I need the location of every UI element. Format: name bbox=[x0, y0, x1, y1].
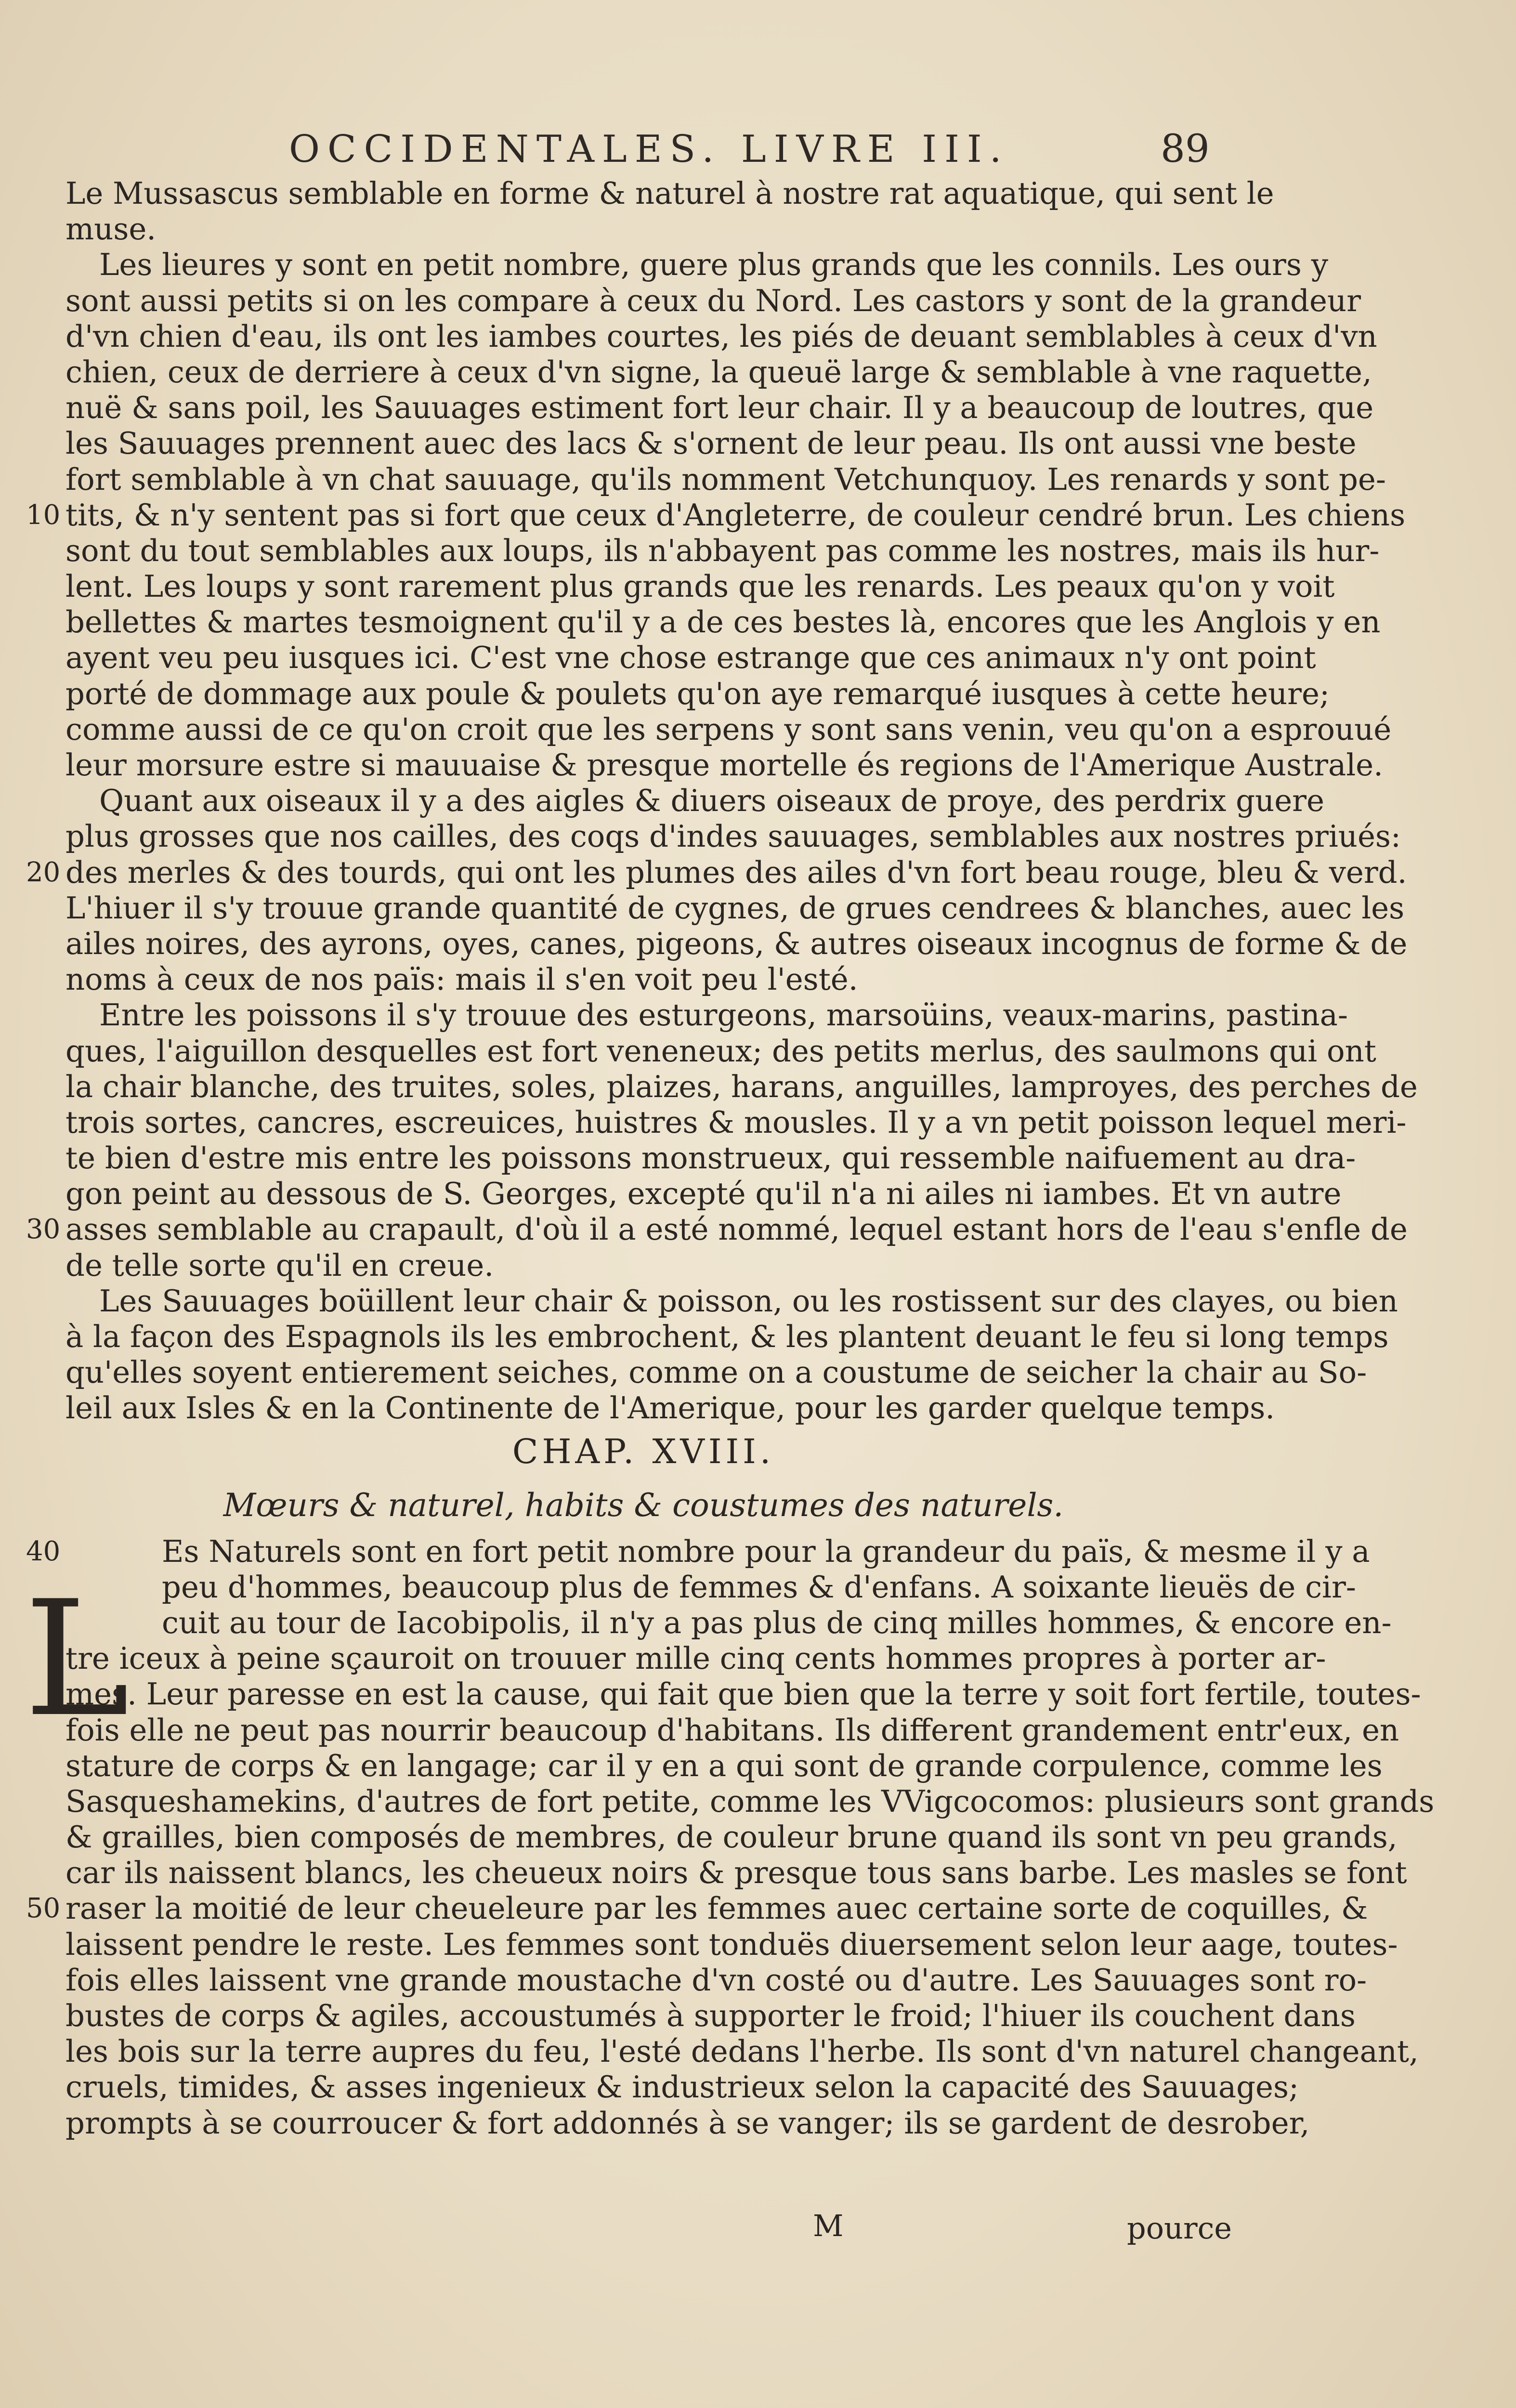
line-text: nuë & sans poil, les Sauuages estiment fort leur chair. Il y a beaucoup de loutres, que bbox=[65, 390, 1374, 426]
line-text: porté de dommage aux poule & poulets qu'on aye remarqué iusques à cette heure; bbox=[65, 676, 1330, 711]
running-head: OCCIDENTALES. LIVRE III. bbox=[289, 128, 1009, 171]
line-text: la chair blanche, des truites, soles, plaizes, harans, anguilles, lamproyes, des perches de bbox=[65, 1069, 1418, 1104]
line-text: sont du tout semblables aux loups, ils n'abbayent pas comme les nostres, mais ils hur- bbox=[65, 533, 1380, 568]
main-text bbox=[26, 176, 1435, 2141]
lines_before-line bbox=[26, 497, 1406, 533]
lines_before-line bbox=[65, 1248, 1221, 1283]
lines_before-line bbox=[65, 1283, 1398, 1319]
catchword: pource bbox=[1127, 2211, 1232, 2246]
line-text: Es Naturels sont en fort petit nombre pour la grandeur du païs, & mesme il y a bbox=[162, 1533, 1370, 1569]
lines_before-line bbox=[65, 1104, 1407, 1140]
lines_before-line bbox=[65, 997, 1348, 1033]
lines_after-line bbox=[65, 1748, 1383, 1784]
lines_before-line bbox=[65, 247, 1328, 283]
lines_before-line bbox=[65, 962, 1221, 997]
margin-line-number: 30 bbox=[26, 1214, 61, 1245]
line-text: bellettes & martes tesmoignent qu'il y a de ces bestes là, encores que les Anglois y en bbox=[65, 604, 1381, 640]
lines_after-line bbox=[65, 1855, 1407, 1891]
lines_after-line bbox=[65, 1569, 1356, 1605]
lines_after-line bbox=[26, 1533, 1370, 1570]
lines_before-line bbox=[65, 711, 1392, 747]
line-text: cuit au tour de Iacobipolis, il n'y a pas plus de cinq milles hommes, & encore en- bbox=[162, 1605, 1392, 1640]
line-text: fois elles laissent vne grande moustache d'vn costé ou d'autre. Les Sauuages sont ro- bbox=[65, 1962, 1367, 1998]
line-text: plus grosses que nos cailles, des coqs d'indes sauuages, semblables aux nostres priués: bbox=[65, 819, 1401, 854]
line-text: L'hiuer il s'y trouue grande quantité de cygnes, de grues cendrees & blanches, auec les bbox=[65, 890, 1405, 926]
line-text: muse. bbox=[65, 211, 157, 247]
lines_after-line bbox=[65, 1998, 1356, 2034]
line-text: fois elle ne peut pas nourrir beaucoup d'habitans. Ils different grandement entr'eux, en bbox=[65, 1712, 1399, 1748]
line-text: te bien d'estre mis entre les poissons monstrueux, qui ressemble naifuement au dra- bbox=[65, 1140, 1356, 1176]
lines_after-line bbox=[65, 1712, 1399, 1748]
line-text: des merles & des tourds, qui ont les plumes des ailes d'vn fort beau rouge, bleu & verd. bbox=[65, 854, 1407, 890]
lines_before-line bbox=[65, 390, 1374, 426]
lines_before-line bbox=[65, 569, 1335, 604]
lines_after-line bbox=[65, 2105, 1310, 2141]
line-text: trois sortes, cancres, escreuices, huistres & mousles. Il y a vn petit poisson lequel meri- bbox=[65, 1104, 1407, 1140]
line-text: ailes noires, des ayrons, oyes, canes, pigeons, & autres oiseaux incognus de forme & de bbox=[65, 926, 1408, 961]
lines_before-line bbox=[65, 426, 1357, 461]
line-text: leil aux Isles & en la Continente de l'Amerique, pour les garder quelque temps. bbox=[65, 1390, 1275, 1426]
lines_before-line bbox=[65, 461, 1386, 497]
line-text: lent. Les loups y sont rarement plus grands que les renards. Les peaux qu'on y voit bbox=[65, 569, 1335, 604]
line-text: laissent pendre le reste. Les femmes sont tonduës diuersement selon leur aage, toutes- bbox=[65, 1926, 1398, 1962]
line-text: asses semblable au crapault, d'où il a esté nommé, lequel estant hors de l'eau s'enfle de bbox=[65, 1212, 1408, 1247]
lines_before-line bbox=[65, 283, 1361, 319]
line-text: ayent veu peu iusques ici. C'est vne chose estrange que ces animaux n'y ont point bbox=[65, 640, 1316, 676]
lines_before-line bbox=[65, 1355, 1367, 1390]
line-text: car ils naissent blancs, les cheueux noirs & presque tous sans barbe. Les masles se font bbox=[65, 1855, 1407, 1891]
line-text: & grailles, bien composés de membres, de couleur brune quand ils sont vn peu grands, bbox=[65, 1819, 1398, 1855]
lines_before-line bbox=[65, 640, 1316, 676]
line-text: fort semblable à vn chat sauuage, qu'ils nomment Vetchunquoy. Les renards y sont pe- bbox=[65, 461, 1386, 497]
line-text: noms à ceux de nos païs: mais il s'en voit peu l'esté. bbox=[65, 962, 858, 997]
line-text: cruels, timides, & asses ingenieux & industrieux selon la capacité des Sauuages; bbox=[65, 2069, 1299, 2105]
margin-line-number: 10 bbox=[26, 499, 61, 531]
line-text: d'vn chien d'eau, ils ont les iambes courtes, les piés de deuant semblables à ceux d'vn bbox=[65, 318, 1377, 354]
line-text: Quant aux oiseaux il y a des aigles & diuers oiseaux de proye, des perdrix guere bbox=[99, 783, 1324, 819]
lines_after-line bbox=[65, 1962, 1367, 1998]
lines_before-line bbox=[65, 354, 1372, 390]
line-text: raser la moitié de leur cheueleure par les femmes auec certaine sorte de coquilles, & bbox=[65, 1891, 1368, 1926]
line-text: les Sauuages prennent auec des lacs & s'ornent de leur peau. Ils ont aussi vne beste bbox=[65, 426, 1357, 461]
lines_before-line bbox=[65, 890, 1405, 926]
chapter-heading: CHAP. XVIII. bbox=[512, 1431, 775, 1471]
lines_after-line bbox=[65, 2069, 1299, 2105]
lines_before-line bbox=[65, 1319, 1389, 1355]
line-text: les bois sur la terre aupres du feu, l'esté dedans l'herbe. Ils sont d'vn naturel changeant, bbox=[65, 2034, 1419, 2069]
lines_before-line bbox=[65, 1140, 1356, 1176]
line-text: ques, l'aiguillon desquelles est fort veneneux; des petits merlus, des saulmons qui ont bbox=[65, 1033, 1376, 1069]
lines_before-line bbox=[65, 533, 1380, 569]
lines_before-line bbox=[65, 926, 1408, 962]
lines_before-line bbox=[65, 1176, 1342, 1212]
margin-line-number: 40 bbox=[26, 1535, 61, 1567]
line-text: à la façon des Espagnols ils les embrochent, & les plantent deuant le feu si long temps bbox=[65, 1319, 1389, 1354]
line-text: Sasqueshamekins, d'autres de fort petite, comme les VVigcocomos: plusieurs sont grands bbox=[65, 1783, 1435, 1819]
lines_before-line bbox=[65, 604, 1381, 640]
margin-line-number: 50 bbox=[26, 1893, 61, 1924]
line-text: sont aussi petits si on les compare à ceux du Nord. Les castors y sont de la grandeur bbox=[65, 283, 1361, 318]
line-text: prompts à se courroucer & fort addonnés à se vanger; ils se gardent de desrober, bbox=[65, 2105, 1310, 2141]
line-text: bustes de corps & agiles, accoustumés à supporter le froid; l'hiuer ils couchent dans bbox=[65, 1998, 1356, 2033]
signature-mark: M bbox=[813, 2208, 844, 2243]
lines_before-line bbox=[65, 783, 1324, 819]
lines_after-line bbox=[65, 1819, 1398, 1855]
drop-cap-letter: L bbox=[24, 1567, 130, 1752]
page-number: 89 bbox=[1161, 126, 1210, 171]
line-text: mes. Leur paresse en est la cause, qui fait que bien que la terre y soit fort fertile, toutes- bbox=[65, 1676, 1421, 1712]
line-text: Entre les poissons il s'y trouue des esturgeons, marsoüins, veaux-marins, pastina- bbox=[99, 997, 1348, 1033]
lines_before-line bbox=[65, 176, 1274, 211]
line-text: stature de corps & en langage; car il y en a qui sont de grande corpulence, comme les bbox=[65, 1748, 1383, 1783]
lines_before-line bbox=[65, 318, 1377, 354]
line-text: qu'elles soyent entierement seiches, comme on a coustume de seicher la chair au So- bbox=[65, 1355, 1367, 1390]
lines_before-line bbox=[65, 1069, 1418, 1105]
lines_after-line bbox=[65, 1926, 1398, 1963]
lines_after-line bbox=[65, 1641, 1326, 1676]
line-text: gon peint au dessous de S. Georges, excepté qu'il n'a ni ailes ni iambes. Et vn autre bbox=[65, 1176, 1342, 1212]
line-text: Le Mussascus semblable en forme & naturel à nostre rat aquatique, qui sent le bbox=[65, 176, 1274, 211]
lines_before-line bbox=[26, 1212, 1408, 1247]
lines_before-line bbox=[65, 819, 1401, 854]
lines_before-line bbox=[65, 1033, 1376, 1069]
lines_before-line bbox=[65, 747, 1383, 783]
line-text: comme aussi de ce qu'on croit que les serpens y sont sans venin, veu qu'on a esprouué bbox=[65, 711, 1392, 747]
lines_after-line bbox=[65, 1783, 1435, 1819]
lines_before-line bbox=[65, 676, 1330, 712]
line-text: de telle sorte qu'il en creue. bbox=[65, 1247, 494, 1283]
chapter-title: Mœurs & naturel, habits & coustumes des naturels. bbox=[223, 1486, 1064, 1524]
paragraphs-before-chapter bbox=[26, 176, 1418, 1426]
lines_before-line bbox=[65, 211, 1221, 247]
lines_before-line bbox=[65, 1390, 1275, 1426]
line-text: tits, & n'y sentent pas si fort que ceux d'Angleterre, de couleur cendré brun. Les chiens bbox=[65, 497, 1406, 533]
line-text: peu d'hommes, beaucoup plus de femmes & d'enfans. A soixante lieuës de cir- bbox=[162, 1569, 1356, 1605]
lines_after-line bbox=[65, 1676, 1421, 1712]
lines_after-line bbox=[65, 2034, 1419, 2069]
lines_before-line bbox=[26, 854, 1407, 890]
line-text: chien, ceux de derriere à ceux d'vn signe, la queuë large & semblable à vne raquette, bbox=[65, 354, 1372, 390]
lines_after-line bbox=[26, 1891, 1368, 1926]
margin-line-number: 20 bbox=[26, 856, 61, 888]
line-text: Les lieures y sont en petit nombre, guere plus grands que les connils. Les ours y bbox=[99, 247, 1328, 283]
line-text: leur morsure estre si mauuaise & presque mortelle és regions de l'Amerique Australe. bbox=[65, 747, 1383, 783]
lines_after-line bbox=[65, 1605, 1392, 1641]
line-text: tre iceux à peine sçauroit on trouuer mille cinq cents hommes propres à porter ar- bbox=[65, 1641, 1326, 1676]
line-text: Les Sauuages boüillent leur chair & poisson, ou les rostissent sur des clayes, ou bien bbox=[99, 1283, 1398, 1319]
paragraphs-after-chapter bbox=[26, 1533, 1435, 2141]
